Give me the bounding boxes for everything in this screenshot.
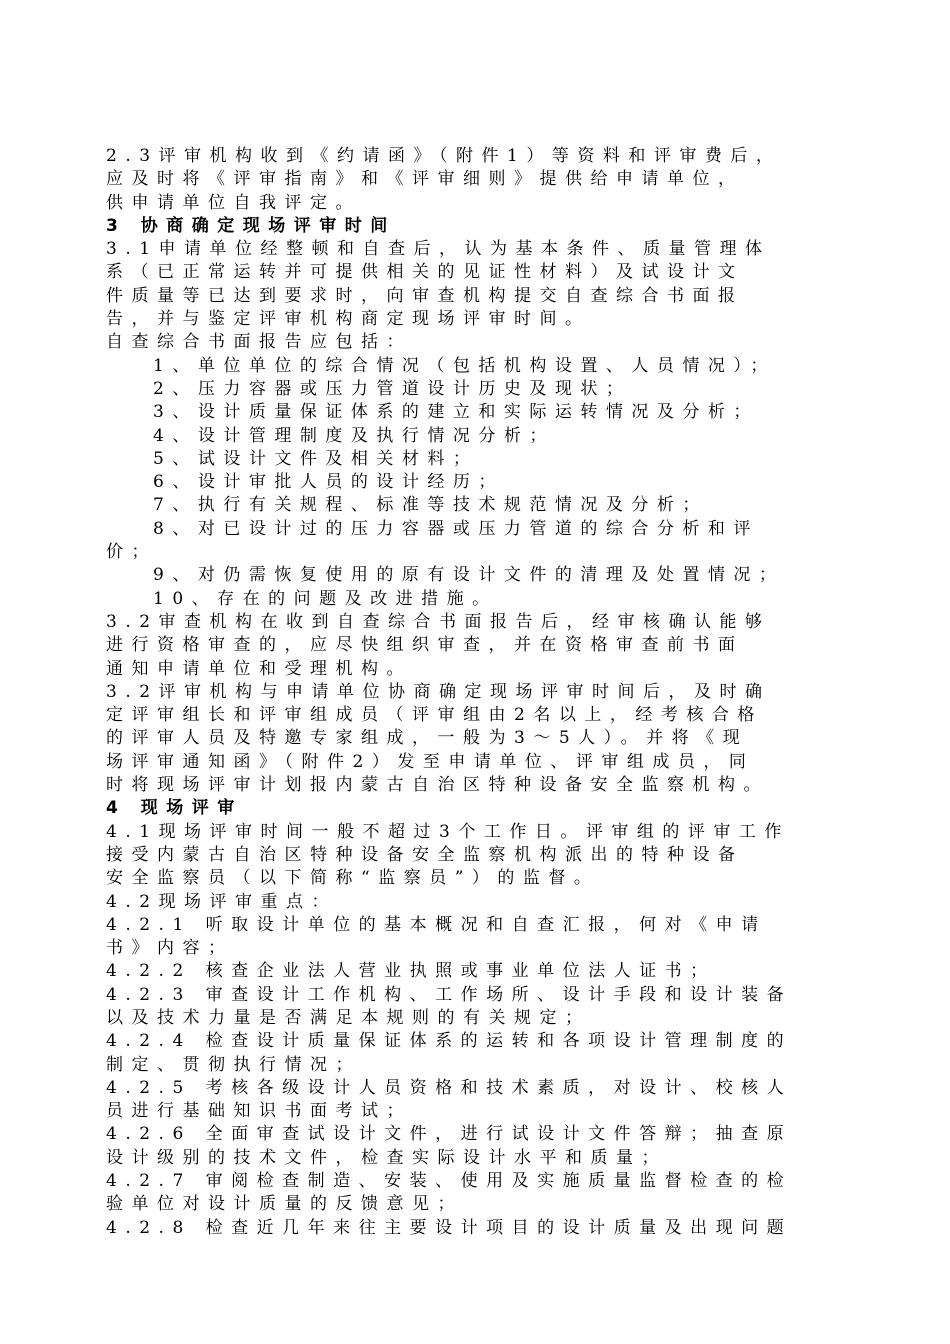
text-line: 2.3评审机构收到《约请函》（附件1）等资料和评审费后， (106, 146, 782, 166)
text-line: 接受内蒙古自治区特种设备安全监察机构派出的特种设备 (106, 844, 744, 865)
text-line: 价； (106, 542, 157, 563)
text-line: 自查综合书面报告应包括： (106, 332, 412, 353)
text-line: 场评审通知函》（附件2）发至申请单位、评审组成员，同 (106, 751, 755, 772)
text-line: 4.2.1 听取设计单位的基本概况和自查汇报，何对《申请 (106, 914, 767, 935)
text-line: 的评审人员及特邀专家组成，一般为3～5人）。并将《现 (106, 728, 749, 749)
document-body (106, 145, 866, 1240)
text-line: 定评审组长和评审组成员（评审组由2名以上，经考核合格 (106, 705, 763, 726)
section-heading: 3 协商确定现场评审时间 (106, 215, 396, 236)
section-heading: 4 现场评审 (106, 798, 243, 819)
text-line: 安全监察员（以下简称“监察员”）的监督。 (106, 868, 600, 889)
text-line: 3、设计质量保证体系的建立和实际运转情况及分析； (153, 402, 759, 423)
text-line: 8、对已设计过的压力容器或压力管道的综合分析和评 (153, 518, 759, 539)
text-line: 4.2.8 检查近几年来往主要设计项目的设计质量及出现问题 (106, 1217, 793, 1238)
text-line: 10、存在的问题及改进措施。 (153, 588, 498, 609)
text-line: 告，并与鉴定评审机构商定现场评审时间。 (106, 309, 591, 330)
text-line: 4.1现场评审时间一般不超过3个工作日。评审组的评审工作 (106, 821, 790, 842)
text-line: 3.1申请单位经整顿和自查后，认为基本条件、质量管理体 (106, 239, 771, 260)
text-line: 4.2现场评审重点： (106, 891, 338, 912)
text-line: 4.2.3 审查设计工作机构、工作场所、设计手段和设计装备 (106, 984, 793, 1005)
text-line: 件质量等已达到要求时，向审查机构提交自查综合书面报 (106, 285, 744, 306)
text-line: 3.2评审机构与申请单位协商确定现场评审时间后，及时确 (106, 681, 771, 702)
text-line: 4.2.4 检查设计质量保证体系的运转和各项设计管理制度的 (106, 1031, 793, 1052)
text-line: 以及技术力量是否满足本规则的有关规定； (106, 1007, 591, 1028)
text-line: 书》内容； (106, 938, 234, 959)
text-line: 1、单位单位的综合情况（包括机构设置、人员情况）； (153, 355, 776, 376)
text-line: 时将现场评审计划报内蒙古自治区特种设备安全监察机构。 (106, 775, 769, 796)
text-line: 通知申请单位和受理机构。 (106, 658, 412, 679)
text-line: 9、对仍需恢复使用的原有设计文件的清理及处置情况； (153, 565, 785, 586)
text-line: 验单位对设计质量的反馈意见； (106, 1194, 463, 1215)
text-line: 4、设计管理制度及执行情况分析； (153, 425, 555, 446)
text-line: 5、试设计文件及相关材料； (153, 448, 479, 469)
text-line: 2、压力容器或压力管道设计历史及现状； (153, 378, 632, 399)
text-line: 制定、贯彻执行情况； (106, 1054, 361, 1075)
text-line: 6、设计审批人员的设计经历； (153, 472, 504, 493)
text-line: 设计级别的技术文件，检查实际设计水平和质量； (106, 1147, 667, 1168)
text-line: 4.2.5 考核各级设计人员资格和技术素质，对设计、校核人 (106, 1077, 793, 1098)
text-line: 应及时将《评审指南》和《评审细则》提供给申请单位， (106, 169, 744, 190)
text-line: 4.2.6 全面审查试设计文件，进行试设计文件答辩；抽查原 (106, 1124, 793, 1145)
text-line: 系（已正常运转并可提供相关的见证性材料）及试设计文 (106, 262, 744, 283)
text-line: 供申请单位自我评定。 (106, 192, 361, 213)
text-line: 员进行基础知识书面考试； (106, 1101, 412, 1122)
text-line: 3.2审查机构在收到自查综合书面报告后，经审核确认能够 (106, 611, 771, 632)
text-line: 4.2.2 核查企业法人营业执照或事业单位法人证书； (106, 961, 716, 982)
text-line: 4.2.7 审阅检查制造、安装、使用及实施质量监督检查的检 (106, 1171, 793, 1192)
text-line: 进行资格审查的，应尽快组织审查，并在资格审查前书面 (106, 635, 744, 656)
text-line: 7、执行有关规程、标准等技术规范情况及分析； (153, 495, 708, 516)
